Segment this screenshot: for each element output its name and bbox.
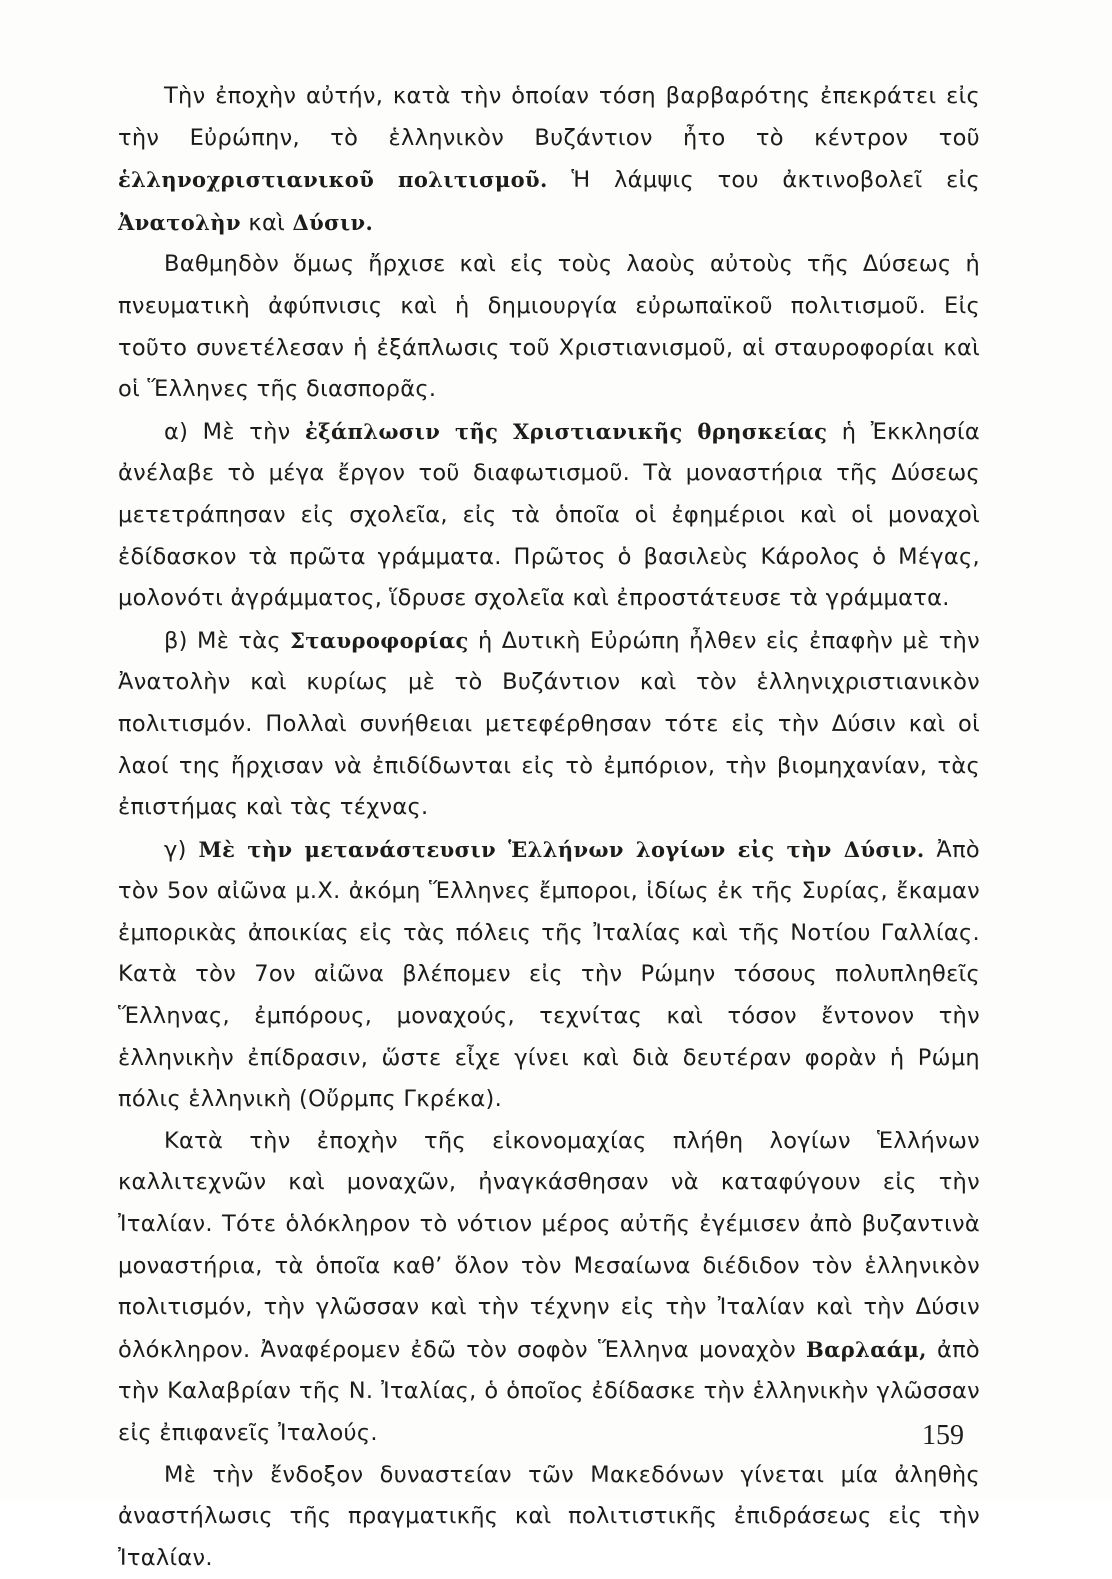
- bold-text: Βαρλαάμ,: [806, 1336, 927, 1362]
- text-run: Κατὰ τὴν ἐποχὴν τῆς εἰκονομαχίας πλήθη λογίων Ἑλλήνων καλλιτεχνῶν καὶ μοναχῶν, ἠναγκάσθησαν νὰ καταφύγουν εἰς τὴν Ἰταλίαν. Τότε ὁλόκληρον τὸ νότιον μέρος αὐτῆς ἐγέμισεν ἀπὸ βυζαντινὰ μοναστήρια, τὰ ὁποῖα καθ’ ὅλον τὸν Μεσαίωνα διέδιδον τὸν ἑλληνικὸν πολιτισμόν, τὴν γλῶσσαν καὶ τὴν τέχνην εἰς τὴν Ἰταλίαν καὶ τὴν Δύσιν ὁλόκληρον. Ἀναφέρομεν ἐδῶ τὸν σοφὸν Ἕλληνα μοναχὸν: [118, 1127, 980, 1363]
- bold-text: Μὲ τὴν μετανάστευσιν Ἑλλήνων λογίων εἰς τὴν Δύσιν.: [198, 836, 925, 862]
- paragraph: [118, 1455, 980, 1579]
- bold-text: Δύσιν.: [292, 209, 374, 235]
- bold-text: ἐξάπλωσιν τῆς Χριστιανικῆς θρησκείας: [304, 418, 828, 444]
- bold-text: Σταυροφορίας: [290, 627, 469, 653]
- paragraph: [118, 829, 980, 1121]
- body-text: [118, 76, 980, 1579]
- text-run: καὶ: [240, 209, 293, 236]
- text-run: Μὲ τὴν ἔνδοξον δυναστείαν τῶν Μακεδόνων γίνεται μία ἀληθὴς ἀναστήλωσις τῆς πραγματικῆς καὶ πολιτιστικῆς ἐπιδράσεως εἰς τὴν Ἰταλίαν.: [118, 1461, 980, 1571]
- bold-text: Ἀνατολὴν: [118, 209, 241, 235]
- paragraph: [118, 244, 980, 410]
- page-number: 159: [922, 1420, 964, 1451]
- text-run: Ἡ λάμψις του ἀκτινοβολεῖ εἰς: [547, 167, 980, 194]
- text-run: ἡ Ἐκκλησία ἀνέλαβε τὸ μέγα ἔργον τοῦ διαφωτισμοῦ. Τὰ μοναστήρια τῆς Δύσεως μετετράπησαν εἰς σχολεῖα, εἰς τὰ ὁποῖα οἱ ἐφημέριοι καὶ οἱ μοναχοὶ ἐδίδασκον τὰ πρῶτα γράμματα. Πρῶτος ὁ βασιλεὺς Κάρολος ὁ Μέγας, μολονότι ἀγράμματος, ἵδρυσε σχολεῖα καὶ ἐπροστάτευσε τὰ γράμματα.: [118, 418, 980, 612]
- bold-text: ἑλληνοχριστιανικοῦ πολιτισμοῦ.: [118, 167, 548, 193]
- paragraph: [118, 411, 980, 620]
- paragraph: [118, 620, 980, 829]
- text-run: γ): [164, 836, 199, 863]
- text-run: Βαθμηδὸν ὅμως ἤρχισε καὶ εἰς τοὺς λαοὺς αὐτοὺς τῆς Δύσεως ἡ πνευματικὴ ἀφύπνισις καὶ ἡ δημιουργία εὐρωπαϊκοῦ πολιτισμοῦ. Εἰς τοῦτο συνετέλεσαν ἡ ἐξάπλωσις τοῦ Χριστιανισμοῦ, αἱ σταυροφορίαι καὶ οἱ Ἕλληνες τῆς διασπορᾶς.: [118, 251, 980, 403]
- text-run: Ἀπὸ τὸν 5ον αἰῶνα μ.Χ. ἀκόμη Ἕλληνες ἔμποροι, ἰδίως ἐκ τῆς Συρίας, ἔκαμαν ἐμπορικὰς ἀποικίας εἰς τὰς πόλεις τῆς Ἰταλίας καὶ τῆς Νοτίου Γαλλίας. Κατὰ τὸν 7ον αἰῶνα βλέπομεν εἰς τὴν Ρώμην τόσους πολυπληθεῖς Ἕλληνας, ἐμπόρους, μοναχούς, τεχνίτας καὶ τόσον ἔντονον τὴν ἑλληνικὴν ἐπίδρασιν, ὥστε εἶχε γίνει καὶ διὰ δευτέραν φορὰν ἡ Ρώμη πόλις ἑλληνικὴ (Οὔρμπς Γκρέκα).: [118, 836, 980, 1113]
- paragraph: [118, 1121, 980, 1455]
- text-run: β) Μὲ τὰς: [164, 627, 291, 654]
- paragraph: [118, 76, 980, 244]
- text-run: ἀπὸ τὴν Καλαβρίαν τῆς Ν. Ἰταλίας, ὁ ὁποῖος ἐδίδασκε τὴν ἑλληνικὴν γλῶσσαν εἰς ἐπιφανεῖς Ἰταλούς.: [118, 1336, 980, 1446]
- text-run: Τὴν ἐποχὴν αὐτήν, κατὰ τὴν ὁποίαν τόση βαρβαρότης ἐπεκράτει εἰς τὴν Εὐρώπην, τὸ ἑλληνικὸν Βυζάντιον ἦτο τὸ κέντρον τοῦ: [118, 83, 980, 151]
- text-run: α) Μὲ τὴν: [164, 418, 305, 445]
- text-run: ἡ Δυτικὴ Εὐρώπη ἦλθεν εἰς ἐπαφὴν μὲ τὴν Ἀνατολὴν καὶ κυρίως μὲ τὸ Βυζάντιον καὶ τὸν ἑλληνιχριστιανικὸν πολιτισμόν. Πολλαὶ συνήθειαι μετεφέρθησαν τότε εἰς τὴν Δύσιν καὶ οἱ λαοί της ἤρχισαν νὰ ἐπιδίδωνται εἰς τὸ ἐμπόριον, τὴν βιομηχανίαν, τὰς ἐπιστήμας καὶ τὰς τέχνας.: [118, 627, 980, 821]
